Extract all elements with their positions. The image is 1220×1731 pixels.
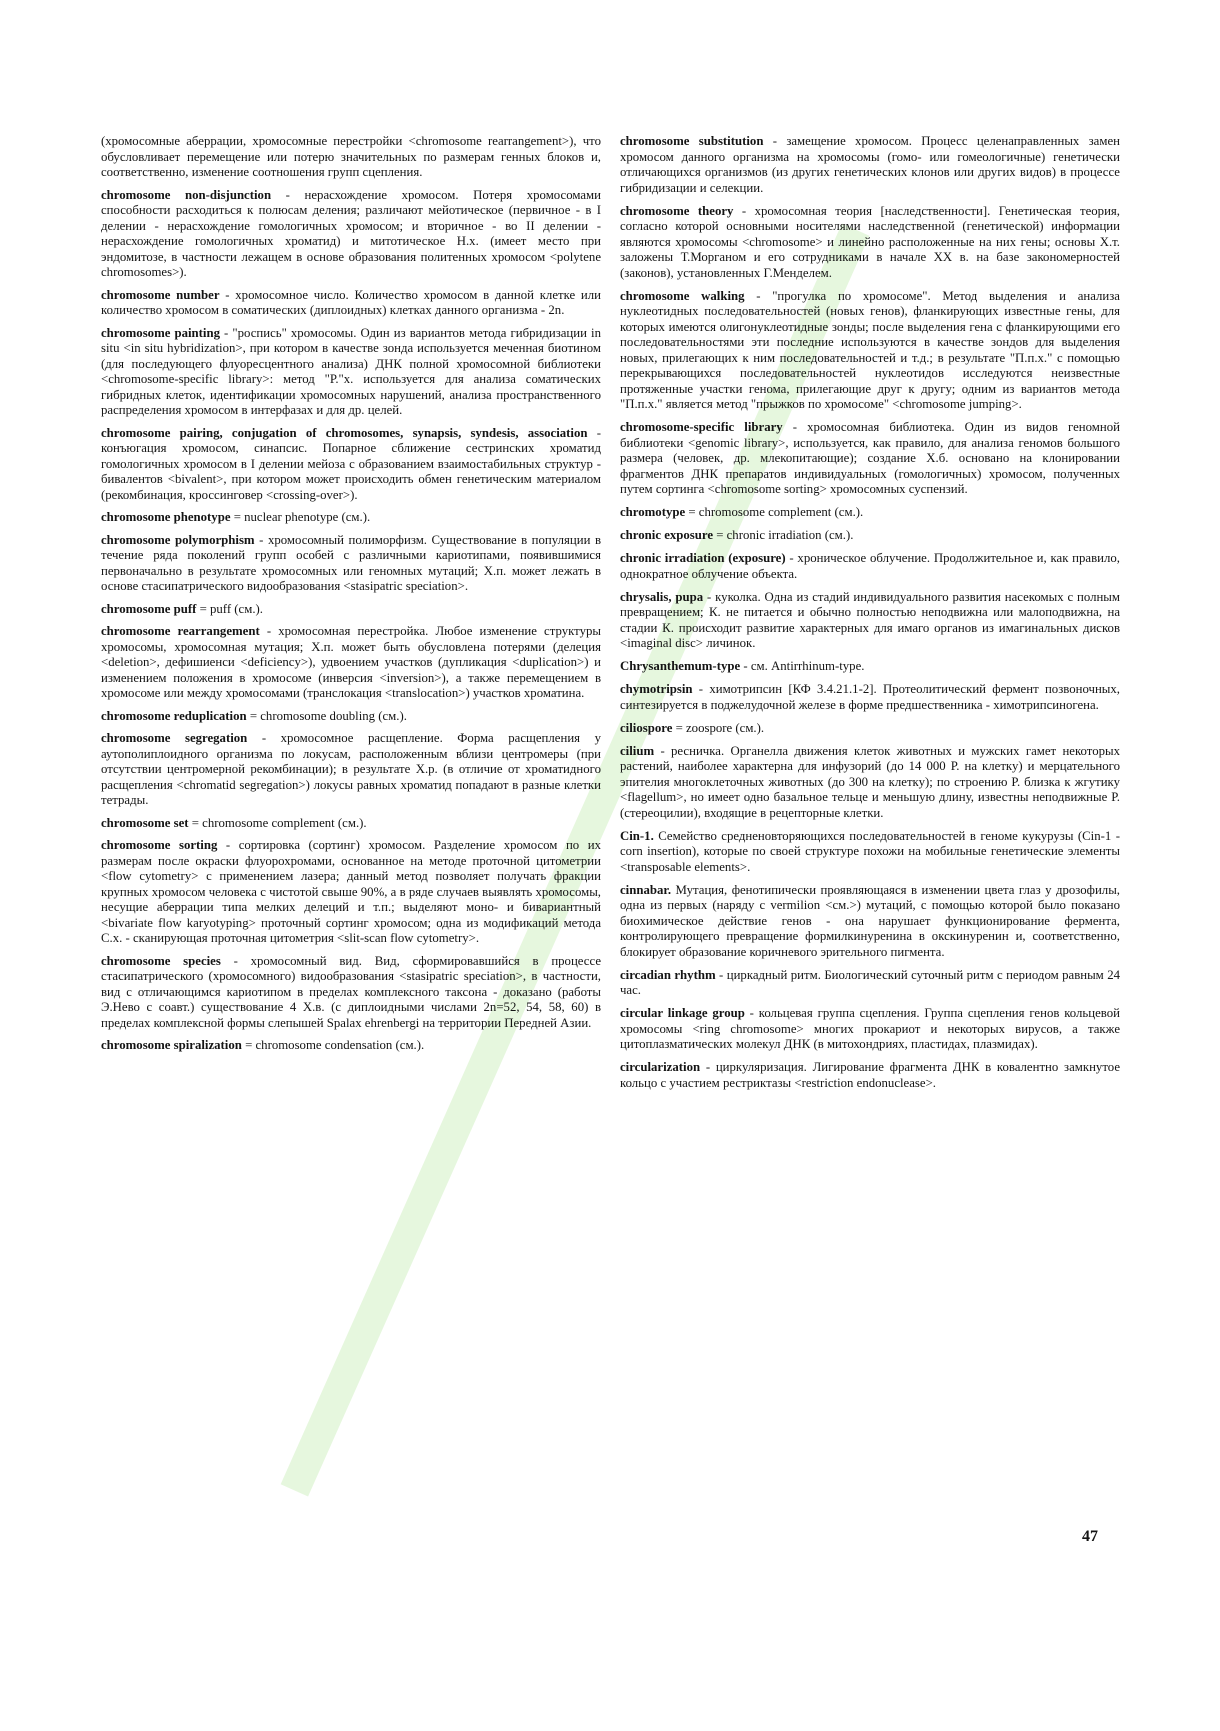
entry-chromosome-phenotype: chromosome phenotype = nuclear phenotype (см.). — [101, 510, 371, 524]
entry-ciliospore: ciliospore = zoospore (см.). — [620, 720, 765, 735]
entry-chronic-exposure: chronic exposure = chronic irradiation (см.). — [620, 528, 854, 542]
entry-chromosome-non-disjunction: chromosome non-disjunction - нерасхождение хромосом. Потеря хромосомами способности расходиться к полюсам деления; различают мейотическое (первичное - в I делении - нерасхождение гомологичных хромосом; и вторичное - во II делении - нерасхождение гомологичных хроматид) и митотическое Н.х. (имеет место при эндомитозе, в частности лежащем в основе образования политенных хромосом <polytene chromosomes>). — [101, 187, 601, 279]
entry-chromosome-specific-library: chromosome-specific library - хромосомная библиотека. Один из видов геномной библиотеки <genomic library>, используется, как правило, для анализа геномов большого размера (человек, др. млекопитающие); создание Х.б. основано на клонировании фрагментов ДНК препаратов индивидуальных (гомологичных) хромосом, полученных путем сортинга <chromosome sorting> хромосомных суспензий. — [620, 420, 1120, 496]
entry-chromosome-polymorphism: chromosome polymorphism - хромосомный полиморфизм. Существование в популяции в течение ряда поколений групп особей с различными кариотипами, появившимися первоначально в результате хромосомных или геномных мутаций; Х.п. может лежать в основе стасипатрического видообразования <stasipatric speciation>. — [101, 532, 601, 593]
entry-chromosome-rearrangement: chromosome rearrangement - хромосомная перестройка. Любое изменение структуры хромосомы, хромосомная мутация; Х.п. может быть обусловлена потерями (делеция <deletion>, дефишиенси <deficiency>), удвоением участков (дупликация <duplication>) и изменением положения в хромосоме (инверсия <inversion>), а также перемещением в хромосоме или между хромосомами (транслокация <translocation>) участков хроматина. — [101, 624, 601, 700]
entry-chymotripsin: chymotripsin - химотрипсин [КФ 3.4.21.1-2]. Протеолитический фермент позвоночных, синтезируется в поджелудочной железе в форме предшественника - химотрипсиногена. — [620, 682, 1120, 712]
entry-chromosome-segregation: chromosome segregation - хромосомное расщепление. Форма расщепления у аутополиплоидного организма по локусам, расположенным вблизи центромеры (при отсутствии центромерной рекомбинации); в результате Х.р. (в отличие от хроматидного расщепления <chromatid segregation>) локусы равных хроматид попадают в разные клетки тетрады. — [101, 731, 601, 807]
entry-cilium: cilium - ресничка. Органелла движения клеток животных и мужских гамет некоторых растений, наиболее характерна для инфузорий (до 14 000 Р. на клетку) и мерцательного эпителия многоклеточных животных (до 300 на клетку); по строению Р. близка к жгутику <flagellum>, но имеет одно базальное тельце и меньшую длину, известны неподвижные Р. (стереоцилии), входящие в рецепторные клетки. — [620, 743, 1120, 820]
entry-circular-linkage-group: circular linkage group - кольцевая группа сцепления. Группа сцепления генов кольцевой хромосомы <ring chromosome> многих прокариот и некоторых вирусов, а также цитоплазматических молекул ДНК (в митохондриях, пластидах, плазмидах). — [620, 1006, 1120, 1051]
entry-chromosome-set: chromosome set = chromosome complement (см.). — [101, 815, 367, 830]
right-column — [620, 134, 1120, 1099]
entry-chrysalis: chrysalis, pupa - куколка. Одна из стадий индивидуального развития насекомых с полным превращением; К. не питается и обычно полностью неподвижна или малоподвижна, на стадии К. происходит развитие характерных для имаго органов из имагинальных дисков <imaginal disc> личинок. — [620, 589, 1120, 650]
entry-chromosome-puff: chromosome puff = puff (см.). — [101, 601, 263, 616]
entry-cin-1: Cin-1. Семейство средненовторяющихся последовательностей в геноме кукурузы (Cin-1 - corn insertion), которые по своей структуре похожи на мобильные генетические элементы <transposable elements>. — [620, 828, 1120, 874]
entry-chromosome-substitution: chromosome substitution - замещение хромосом. Процесс целенаправленных замен хромосом данного организма на хромосомы (гомо- или гомеологичные) генетически отличающихся организмов (из других генетических клонов или других видов) в процессе гибридизации и селекции. — [620, 134, 1120, 195]
entry-chromosome-walking: chromosome walking - "прогулка по хромосоме". Метод выделения и анализа нуклеотидных последовательностей (новых генов), фланкирующих известные гены, для которых имеются олигонуклеотидные зонды; после выделения гена с фланкирующими его последовательностями эти последние используются в качестве зондов для выделения новых, прилегающих к ним последовательностей и т.д.; в результате "П.п.х." с помощью перекрывающихся последовательностей нуклеотидов исследуются неизвестные протяженные участки генома, прилегающие друг к другу; одним из вариантов метода "П.п.х." является метод "прыжков по хромосоме" <chromosome jumping>. — [620, 288, 1120, 411]
entry-cinnabar: cinnabar. Мутация, фенотипически проявляющаяся в изменении цвета глаз у дрозофилы, одна из первых (наряду с vermilion <см.>) мутаций, с помощью которой было показано биохимическое действие генов - она нарушает функционирование фермента, контролирующего превращение формилкинуренина в окскинуренин и, соответственно, блокирует образование коричневого эрительного пигмента. — [620, 882, 1120, 959]
entry-circularization: circularization - циркуляризация. Лигирование фрагмента ДНК в ковалентно замкнутое кольцо с участием рестриктазы <restriction endonuclease>. — [620, 1060, 1120, 1090]
entry-chromosome-painting: chromosome painting - "роспись" хромосомы. Один из вариантов метода гибридизации in situ <in situ hybridization>, при котором в качестве зонда используется меченная биотином (для последующего флуоресцентного анализа) ДНК полной хромосомной библиотеки <chromosome-specific library>: метод "Р."х. используется для анализа соматических гибридных клеток, идентификации хромосомных нарушений, анализа пространственного распределения хромосом в интерфазах и для др. целей. — [101, 325, 601, 417]
entry-chromosome-spiralization: chromosome spiralization = chromosome condensation (см.). — [101, 1038, 425, 1052]
entry-chromotype: chromotype = chromosome complement (см.). — [620, 505, 864, 519]
page-number: 47 — [1082, 1528, 1098, 1545]
left-column — [101, 134, 601, 1061]
entry-circadian-rhythm: circadian rhythm - циркадный ритм. Биологический суточный ритм с периодом равным 24 час. — [620, 967, 1121, 997]
entry-chromosome-pairing: chromosome pairing, conjugation of chromosomes, synapsis, syndesis, association - конъюгация хромосом, синапсис. Попарное сближение сестринских хроматид гомологичных хромосом в I делении мейоза с образованием взаимостабильных структур - бивалентов <bivalent>, при котором может происходить обмен генетическим материалом (рекомбинация, кроссинговер <crossing-over>). — [101, 425, 601, 502]
entry-chromosome-number: chromosome number - хромосомное число. Количество хромосом в данной клетке или количество хромосом в соматических (диплоидных) клетках данного организма - 2n. — [101, 287, 601, 317]
entry-chromosome-sorting: chromosome sorting - сортировка (сортинг) хромосом. Разделение хромосом по их размерам после окраски флуорохромами, основанное на методе проточной цитометрии <flow cytometry> с применением лазера; данный метод позволяет получать фракции крупных хромосом человека с чистотой свыше 90%, а в ряде случаев выявлять хромосомы, несущие аберрации типа мелких делеций и т.п.; выделяют моно- и бивариантный <bivariate flow karyotyping> проточный сортинг хромосом; одна из модификаций метода С.х. - сканирующая проточная цитометрия <slit-scan flow cytometry>. — [101, 838, 601, 945]
entry-chromosome-theory: chromosome theory - хромосомная теория [наследственности]. Генетическая теория, согласно которой основными носителями наследственной (генетической) информации являются хромосомы <chromosome> и линейно расположенные на них гены; основы Х.т. заложены Т.Морганом и его сотрудниками в начале ХХ в. на базе закономерностей (законов), установленных Г.Менделем. — [620, 203, 1121, 280]
entry-continuation: (хромосомные аберрации, хромосомные перестройки <chromosome rearrangement>), что обусловливает перемещение или потерю значительных по размерам генных блоков и, соответственно, изменение соотношения групп сцепления. — [101, 134, 601, 179]
entry-chromosome-reduplication: chromosome reduplication = chromosome doubling (см.). — [101, 708, 407, 723]
entry-chromosome-species: chromosome species - хромосомный вид. Вид, сформировавшийся в процессе стасипатрического (хромосомного) видообразования <stasipatric speciation>, в частности, вид с отличающимся кариотипом в пределах комплексного таксона - доказано (работы Э.Нево с соавт.) существование 4 Х.в. (с диплоидными числами 2n=52, 54, 58, 60) в пределах комплексной формы слепышей Spalax ehrenbergi на территории Передней Азии. — [101, 953, 602, 1030]
entry-chronic-irradiation: chronic irradiation (exposure) - хроническое облучение. Продолжительное и, как правило, однократное облучение объекта. — [620, 551, 1120, 581]
entry-chrysanthemum-type: Chrysanthemum-type - см. Antirrhinum-type. — [620, 659, 865, 673]
